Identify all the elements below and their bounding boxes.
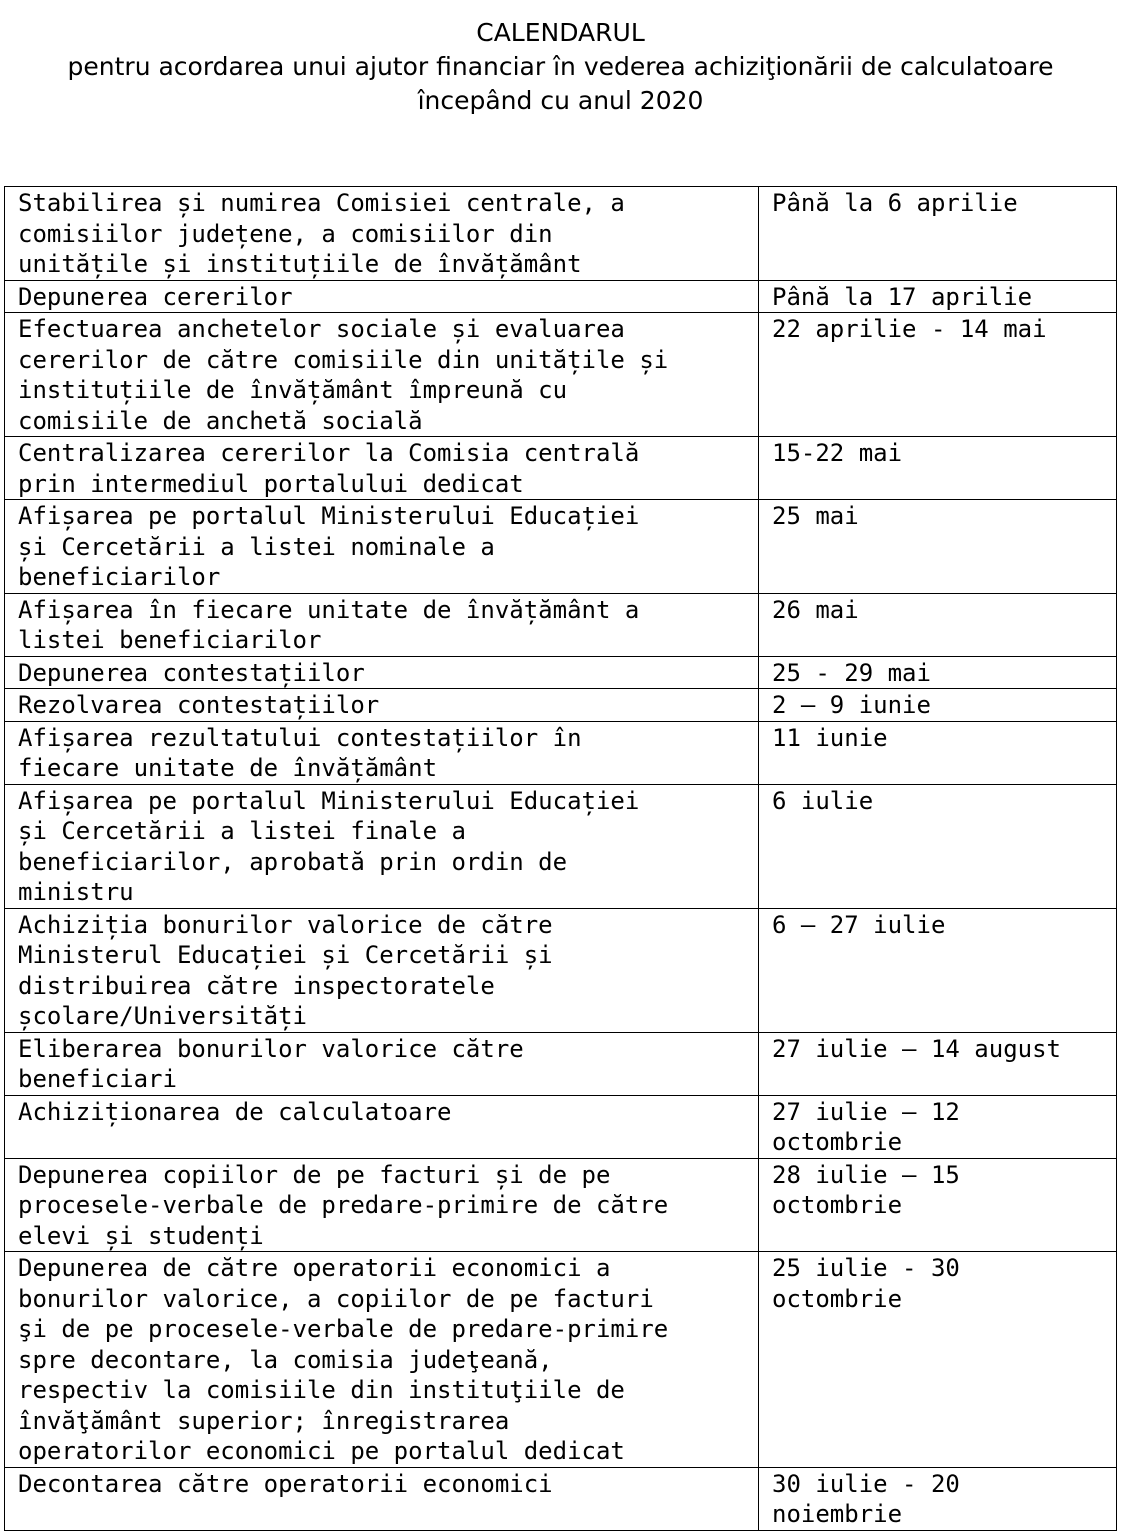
- period-cell: 27 iulie – 14 august: [759, 1032, 1117, 1095]
- activity-cell: Stabilirea și numirea Comisiei centrale, a comisiilor județene, a comisiilor din unitățile și instituțiile de învățământ: [5, 187, 759, 281]
- activity-cell: Decontarea către operatorii economici: [5, 1467, 759, 1530]
- period-cell: 6 – 27 iulie: [759, 908, 1117, 1032]
- period-cell: 11 iunie: [759, 721, 1117, 784]
- table-row: [5, 593, 1117, 656]
- table-row: [5, 1467, 1117, 1530]
- period-cell: 27 iulie – 12 octombrie: [759, 1095, 1117, 1158]
- table-row: [5, 1158, 1117, 1252]
- table-row: [5, 187, 1117, 281]
- document-header: [0, 16, 1121, 118]
- activity-cell: Rezolvarea contestațiilor: [5, 689, 759, 722]
- table-row: [5, 1095, 1117, 1158]
- table-row: [5, 1032, 1117, 1095]
- period-cell: 15-22 mai: [759, 437, 1117, 500]
- period-cell: 22 aprilie - 14 mai: [759, 313, 1117, 437]
- activity-cell: Eliberarea bonurilor valorice către beneficiari: [5, 1032, 759, 1095]
- period-cell: Până la 6 aprilie: [759, 187, 1117, 281]
- table-row: [5, 656, 1117, 689]
- document-subtitle-line-1: pentru acordarea unui ajutor financiar în vederea achiziţionării de calculatoare: [67, 52, 1054, 81]
- activity-cell: Depunerea de către operatorii economici a bonurilor valorice, a copiilor de pe facturi şi de pe procesele-verbale de predare-primire spre decontare, la comisia judeţeană, respectiv la comisiile din instituţiile de învăţământ superior; înregistrarea operatorilor economici pe portalul dedicat: [5, 1252, 759, 1468]
- activity-cell: Afișarea rezultatului contestațiilor în fiecare unitate de învățământ: [5, 721, 759, 784]
- activity-cell: Afișarea pe portalul Ministerului Educației și Cercetării a listei nominale a beneficiarilor: [5, 500, 759, 594]
- table-row: [5, 437, 1117, 500]
- table-row: [5, 784, 1117, 908]
- period-cell: 2 – 9 iunie: [759, 689, 1117, 722]
- activity-cell: Afișarea în fiecare unitate de învățământ a listei beneficiarilor: [5, 593, 759, 656]
- calendar-table: [4, 186, 1117, 1531]
- activity-cell: Achiziționarea de calculatoare: [5, 1095, 759, 1158]
- table-row: [5, 908, 1117, 1032]
- table-row: [5, 1252, 1117, 1468]
- activity-cell: Depunerea cererilor: [5, 280, 759, 313]
- period-cell: 30 iulie - 20 noiembrie: [759, 1467, 1117, 1530]
- document-title: CALENDARUL: [476, 18, 645, 47]
- table-row: [5, 500, 1117, 594]
- table-row: [5, 313, 1117, 437]
- table-row: [5, 280, 1117, 313]
- period-cell: 25 iulie - 30 octombrie: [759, 1252, 1117, 1468]
- period-cell: 26 mai: [759, 593, 1117, 656]
- period-cell: 28 iulie – 15 octombrie: [759, 1158, 1117, 1252]
- activity-cell: Afișarea pe portalul Ministerului Educației și Cercetării a listei finale a beneficiarilor, aprobată prin ordin de ministru: [5, 784, 759, 908]
- activity-cell: Centralizarea cererilor la Comisia centrală prin intermediul portalului dedicat: [5, 437, 759, 500]
- activity-cell: Efectuarea anchetelor sociale și evaluarea cererilor de către comisiile din unitățile și instituțiile de învățământ împreună cu comisiile de anchetă socială: [5, 313, 759, 437]
- activity-cell: Depunerea copiilor de pe facturi și de pe procesele-verbale de predare-primire de către elevi și studenți: [5, 1158, 759, 1252]
- period-cell: 25 mai: [759, 500, 1117, 594]
- document-subtitle-line-2: începând cu anul 2020: [417, 86, 704, 115]
- activity-cell: Depunerea contestațiilor: [5, 656, 759, 689]
- period-cell: 6 iulie: [759, 784, 1117, 908]
- period-cell: 25 - 29 mai: [759, 656, 1117, 689]
- activity-cell: Achiziția bonurilor valorice de către Ministerul Educației și Cercetării și distribuirea către inspectoratele școlare/Universități: [5, 908, 759, 1032]
- table-row: [5, 721, 1117, 784]
- period-cell: Până la 17 aprilie: [759, 280, 1117, 313]
- table-row: [5, 689, 1117, 722]
